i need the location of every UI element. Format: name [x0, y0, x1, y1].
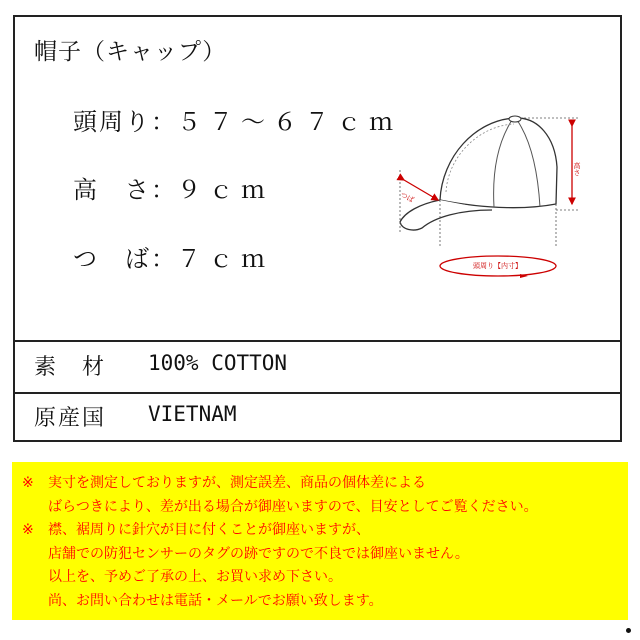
- notice-line: 店舗での防犯センサーのタグの跡ですので不良では御座いません。: [48, 545, 469, 562]
- size-section: [15, 17, 620, 342]
- notice-text: 実寸を測定しておりますが、測定誤差、商品の個体差による: [48, 475, 426, 491]
- diagram-brim-label: つば: [399, 190, 416, 205]
- material-row: [15, 340, 620, 394]
- origin-row: [15, 394, 620, 442]
- notice-line: 以上を、予めご了承の上、お買い求め下さい。: [48, 569, 342, 585]
- diagram-height-label: 高さ: [573, 162, 581, 176]
- cap-button: [509, 116, 521, 122]
- cap-height-label: 高 さ：: [73, 176, 177, 204]
- product-title: 帽子（キャップ）: [34, 39, 227, 65]
- notice-box: [12, 462, 628, 620]
- brim-length-value: ７ｃｍ: [177, 245, 273, 273]
- notice-mark: ※: [22, 522, 34, 538]
- cap-measurement-diagram: [380, 112, 610, 282]
- head-circumference-label: 頭周り：: [73, 108, 177, 136]
- origin-label: 原産国: [34, 406, 107, 431]
- cap-height: [73, 170, 273, 205]
- spec-card: [13, 15, 622, 442]
- notice-line: ばらつきにより、差が出る場合が御座いますので、目安としてご覧ください。: [48, 498, 538, 515]
- notice-line: [22, 472, 628, 496]
- head-circumference-value: ５７～６７ｃｍ: [177, 108, 401, 136]
- origin-value: VIETNAM: [148, 402, 237, 426]
- diagram-head-label: 頭周り【内寸】: [473, 262, 522, 270]
- cap-height-value: ９ｃｍ: [177, 176, 273, 204]
- brim-length-label: つ ば：: [73, 245, 177, 273]
- notice-mark: ※: [22, 475, 34, 491]
- material-value: 100% COTTON: [148, 351, 288, 375]
- notice-line: [22, 519, 628, 543]
- brim-length: [73, 239, 273, 274]
- notice-line: 尚、お問い合わせは電話・メールでお願い致します。: [48, 592, 383, 609]
- material-label: 素 材: [34, 355, 107, 380]
- dot-mark: [626, 628, 631, 633]
- notice-text: 襟、裾周りに針穴が目に付くことが御座いますが、: [48, 522, 370, 538]
- head-circumference: [73, 102, 401, 137]
